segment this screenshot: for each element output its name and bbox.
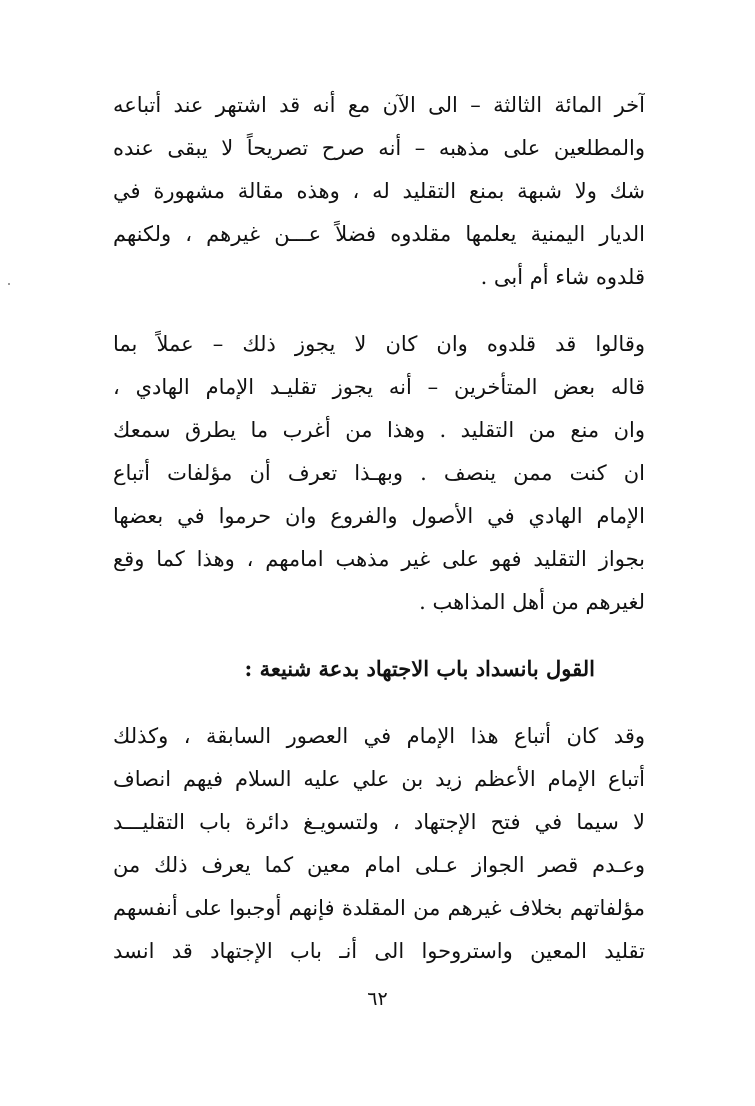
paragraph-3 (113, 715, 645, 973)
paragraph-2 (113, 323, 645, 624)
paragraph-line: قاله بعض المتأخرين – أنه يجوز تقليـد الإمام الهادي ، (113, 375, 645, 399)
paragraph-line: مؤلفاتهم بخلاف غيرهم من المقلدة فإنهم أوجبوا على أنفسهم (113, 896, 645, 920)
scan-speck (8, 283, 10, 285)
paragraph-line: آخر المائة الثالثة – الى الآن مع أنه قد اشتهر عند أتباعه (113, 93, 645, 117)
paragraph-line: تقليد المعين واستروحوا الى أنـ باب الإجتهاد قد انسد (113, 939, 645, 963)
paragraph-1 (113, 84, 645, 299)
paragraph-line: لا سيما في فتح الإجتهاد ، ولتسويـغ دائرة باب التقليـــد (113, 810, 645, 834)
paragraph-line: وان منع من التقليد . وهذا من أغرب ما يطرق سمعك (113, 418, 645, 442)
page-number: ٦٢ (367, 988, 388, 1010)
paragraph-line: لغيرهم من أهل المذاهب . (419, 590, 645, 614)
paragraph-line: ان كنت ممن ينصف . وبهـذا تعرف أن مؤلفات أتباع (113, 461, 645, 485)
paragraph-line: وعـدم قصر الجواز عـلى امام معين كما يعرف ذلك من (113, 853, 645, 877)
paragraph-line: بجواز التقليد فهو على غير مذهب امامهم ، وهذا كما وقع (113, 547, 645, 571)
paragraph-line: وقد كان أتباع هذا الإمام في العصور السابقة ، وكذلك (113, 724, 645, 748)
paragraph-line: وقالوا قد قلدوه وان كان لا يجوز ذلك – عملاً بما (113, 332, 645, 356)
paragraph-line: أتباع الإمام الأعظم زيد بن علي عليه السلام فيهم انصاف (113, 767, 645, 791)
section-heading: القول بانسداد باب الاجتهاد بدعة شنيعة : (244, 656, 595, 681)
paragraph-line: قلدوه شاء أم أبى . (480, 265, 645, 289)
paragraph-line: والمطلعين على مذهبه – أنه صرح تصريحاً لا يبقى عنده (113, 136, 645, 160)
paragraph-line: الإمام الهادي في الأصول والفروع وان حرموا في بعضها (113, 504, 645, 528)
paragraph-line: شك ولا شبهة بمنع التقليد له ، وهذه مقالة مشهورة في (113, 179, 645, 203)
paragraph-line: الديار اليمنية يعلمها مقلدوه فضلاً عـــن غيرهم ، ولكنهم (113, 222, 645, 246)
